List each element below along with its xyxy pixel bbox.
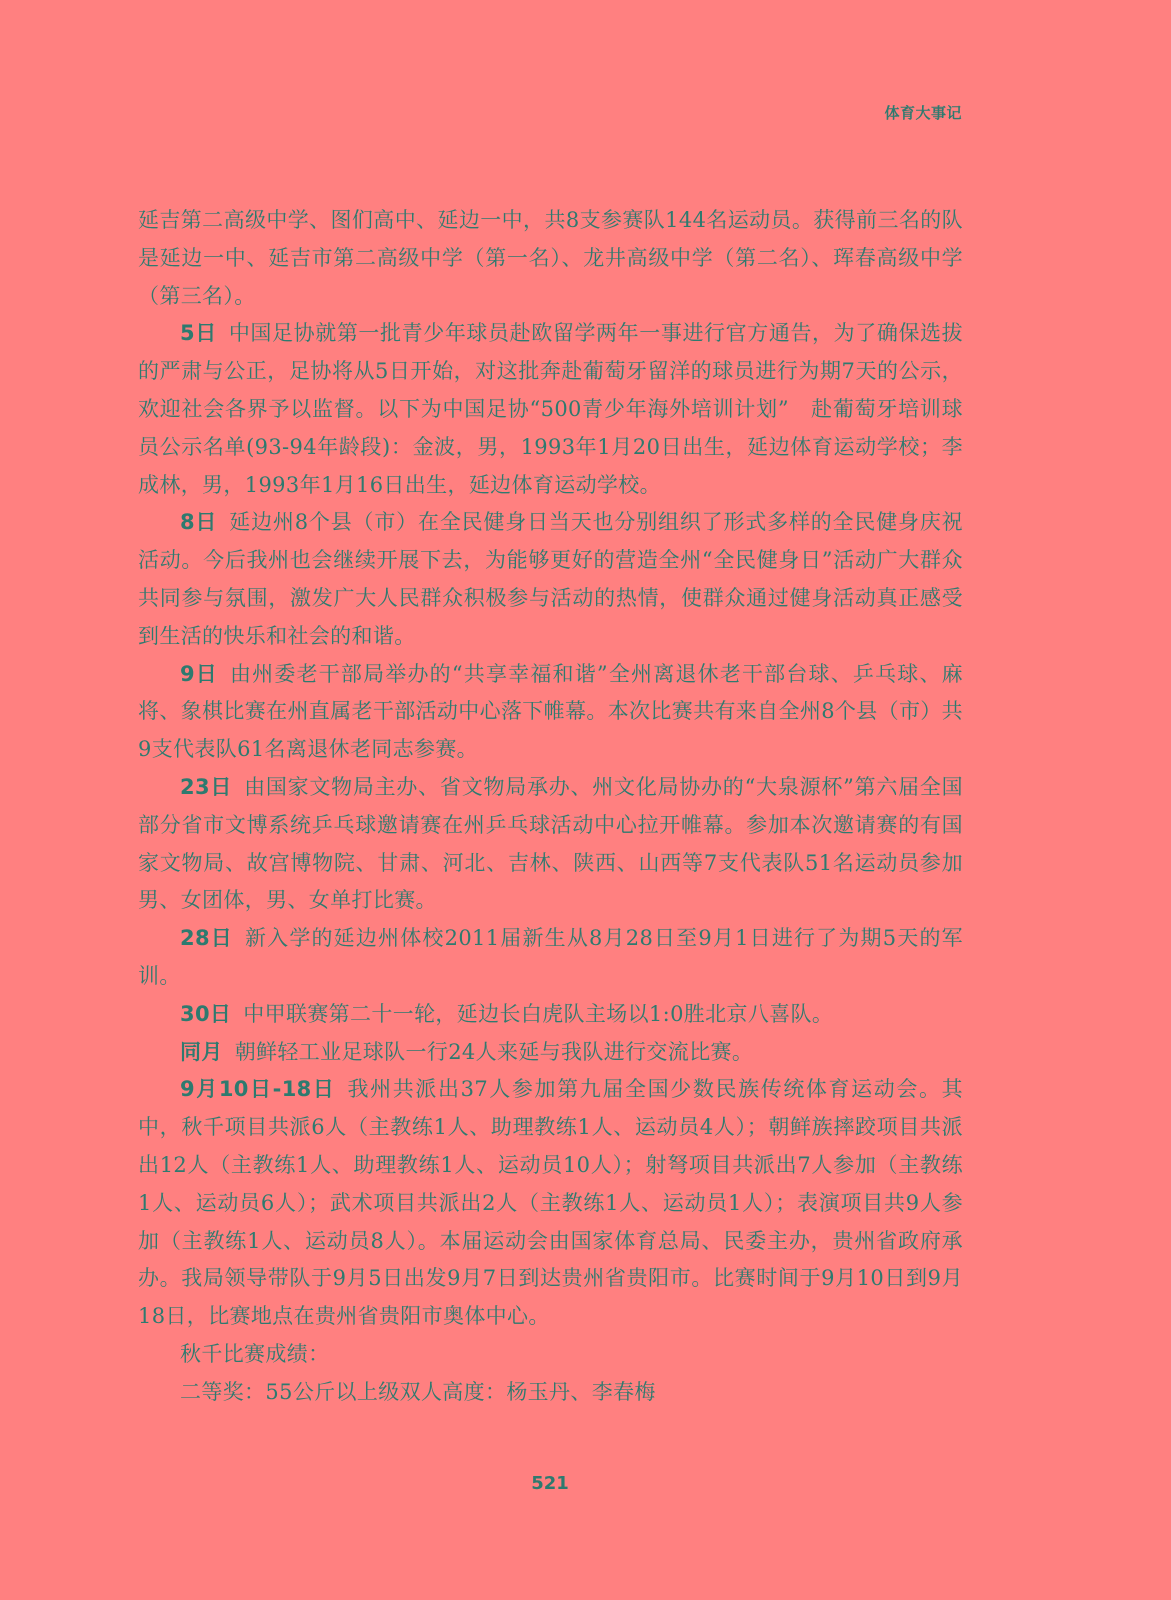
entry-date: 9日	[180, 661, 218, 686]
paragraph-text: 朝鲜轻工业足球队一行24人来延与我队进行交流比赛。	[234, 1039, 754, 1064]
paragraph-text: 二等奖：55公斤以上级双人高度：杨玉丹、李春梅	[180, 1379, 656, 1404]
paragraph-text: 延边州8个县（市）在全民健身日当天也分别组织了形式多样的全民健身庆祝活动。今后我州也会继续开展下去，为能够更好的营造全州“全民健身日”活动广大群众共同参与氛围，激发广大人民群众积极参与活动的热情，使群众通过健身活动真正感受到生活的快乐和社会的和谐。	[138, 510, 964, 648]
paragraph-text: 中国足协就第一批青少年球员赴欧留学两年一事进行官方通告，为了确保选拔的严肃与公正，足协将从5日开始，对这批奔赴葡萄牙留洋的球员进行为期7天的公示，欢迎社会各界予以监督。以下为中国足协“500青少年海外培训计划” 赴葡萄牙培训球员公示名单(93-94年龄段)：金波，男，1993年1月20日出生，延边体育运动学校；李成林，男，1993年1月16日出生，延边体育运动学校。	[138, 321, 964, 497]
entry-date: 8日	[180, 510, 218, 535]
entry-date: 30日	[180, 1001, 232, 1026]
paragraph-continuation	[138, 202, 963, 315]
paragraph-text: 由国家文物局主办、省文物局承办、州文化局协办的“大泉源杯”第六届全国部分省市文博系统乒乓球邀请赛在州乒乓球活动中心拉开帷幕。参加本次邀请赛的有国家文物局、故宫博物院、甘肃、河北、吉林、陕西、山西等7支代表队51名运动员参加男、女团体，男、女单打比赛。	[138, 774, 963, 913]
paragraph-text: 新入学的延边州体校2011届新生从8月28日至9月1日进行了为期5天的军训。	[138, 926, 963, 988]
running-header: 体育大事记	[884, 104, 962, 122]
entry-date: 23日	[180, 774, 233, 799]
entry-date: 5日	[180, 321, 217, 346]
paragraph-entry	[138, 504, 963, 655]
paragraph-entry	[138, 315, 963, 504]
paragraph-entry	[138, 996, 963, 1034]
paragraph-text: 延吉第二高级中学、图们高中、延边一中，共8支参赛队144名运动员。获得前三名的队是延边一中、延吉市第二高级中学（第一名）、龙井高级中学（第二名）、珲春高级中学（第三名）。	[138, 208, 963, 308]
paragraph-text: 我州共派出37人参加第九届全国少数民族传统体育运动会。其中，秋千项目共派6人（主教练1人、助理教练1人、运动员4人）；朝鲜族摔跤项目共派出12人（主教练1人、助理教练1人、运动员10人）；射弩项目共派出7人参加（主教练1人、运动员6人）；武术项目共派出2人（主教练1人、运动员1人）；表演项目共9人参加（主教练1人、运动员8人）。本届运动会由国家体育总局、民委主办，贵州省政府承办。我局领导带队于9月5日出发9月7日到达贵州省贵阳市。比赛时间于9月10日到9月18日，比赛地点在贵州省贵阳市奥体中心。	[138, 1077, 963, 1329]
results-heading	[138, 1336, 963, 1374]
article-body	[138, 202, 963, 1412]
entry-date: 28日	[180, 926, 233, 951]
entry-date: 同月	[180, 1039, 223, 1064]
paragraph-text: 由州委老干部局举办的“共享幸福和谐”全州离退休老干部台球、乒乓球、麻将、象棋比赛在州直属老干部活动中心落下帷幕。本次比赛共有来自全州8个县（市）共9支代表队61名离退休老同志参赛。	[138, 661, 964, 762]
paragraph-text: 秋千比赛成绩：	[180, 1341, 330, 1366]
page-number: 521	[531, 1473, 569, 1494]
entry-date: 9月10日-18日	[180, 1077, 336, 1102]
paragraph-text: 中甲联赛第二十一轮，延边长白虎队主场以1:0胜北京八喜队。	[243, 1001, 834, 1026]
paragraph-entry	[138, 1034, 963, 1072]
paragraph-entry	[138, 656, 963, 769]
paragraph-entry	[138, 1071, 963, 1336]
paragraph-entry	[138, 769, 963, 920]
results-line	[138, 1374, 963, 1412]
paragraph-entry	[138, 920, 963, 996]
